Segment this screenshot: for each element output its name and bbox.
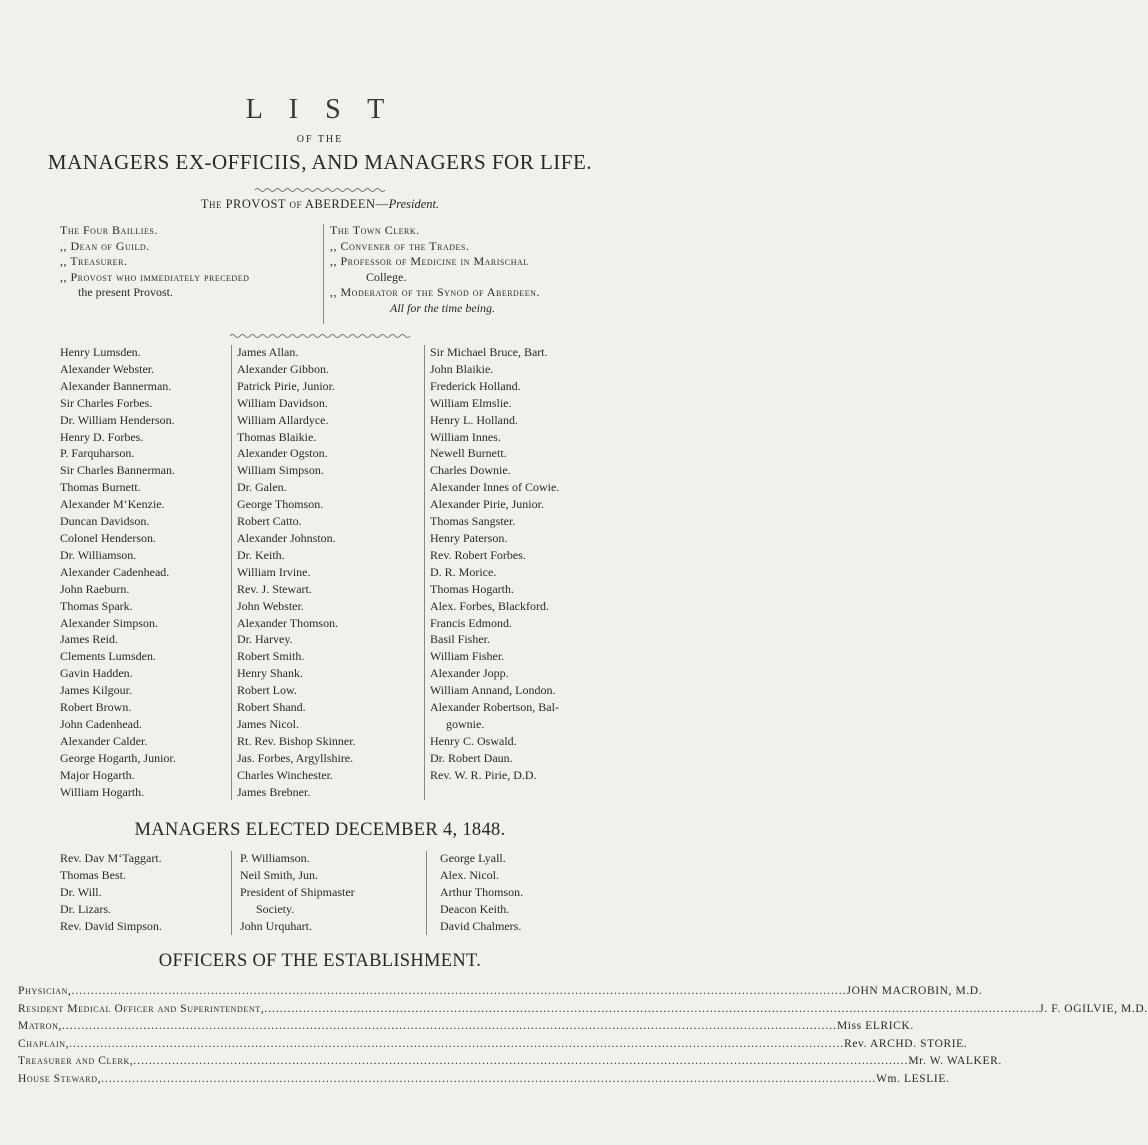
officer-row [18,1020,914,1037]
life-manager-name: Robert Smith. [237,649,305,664]
life-manager-name: Duncan Davidson. [60,514,150,529]
life-manager-name: William Fisher. [430,649,505,664]
ex-officiis-left-item: ,, Provost who immediately preceded [60,269,250,284]
life-manager-name: Dr. Harvey. [237,632,293,647]
elected-manager-name: Deacon Keith. [440,901,510,916]
life-manager-name: Alexander Bannerman. [60,378,172,393]
officer-role: House Steward, [18,1072,102,1085]
life-manager-name: James Allan. [237,345,299,359]
life-manager-name: Gavin Hadden. [60,666,133,681]
president-line [0,197,640,212]
life-manager-name: Alexander Webster. [60,361,155,376]
life-manager-name: Alexander Jopp. [430,666,509,681]
life-manager-name: Sir Charles Forbes. [60,395,153,410]
life-manager-name: Alexander Innes of Cowie. [430,480,560,495]
life-manager-name: Alexander Calder. [60,733,148,748]
officer-row [18,985,983,1002]
life-manager-name: Alexander Simpson. [60,615,158,630]
elected-manager-name: Dr. Will. [60,884,102,899]
life-manager-name: Alexander Ogston. [237,446,328,461]
life-manager-name: James Brebner. [237,784,311,799]
leader-dots: ........................................................................................................................................................................................................ [133,1055,909,1067]
president-suffix: President. [388,197,440,211]
leader-dots: ........................................................................................................................................................................................................ [69,1037,845,1050]
life-manager-name: William Innes. [430,429,501,444]
life-manager-name: Alexander Robertson, Bal- [430,700,559,715]
leader-dots: ........................................................................................................................................................................................................ [61,1020,837,1032]
elected-manager-name: President of Shipmaster [240,884,355,899]
life-manager-name: Patrick Pirie, Junior. [237,378,335,393]
life-manager-name: Charles Downie. [430,463,511,478]
life-manager-name: Colonel Henderson. [60,530,156,545]
life-manager-name: Robert Brown. [60,700,132,715]
ex-officiis-right-item: College. [366,269,407,284]
officer-row [18,1037,968,1055]
ex-officiis-right-item: ,, Moderator of the Synod of Aberdeen. [330,285,540,300]
elected-heading: MANAGERS ELECTED DECEMBER 4, 1848. [134,820,506,840]
officer-role: Physician, [18,985,72,997]
officer-name: Miss ELRICK. [836,1020,914,1032]
officer-role: Matron, [18,1020,62,1032]
life-manager-name: Dr. Williamson. [60,547,137,562]
elected-manager-name: Alex. Nicol. [440,867,499,882]
life-manager-name: Rt. Rev. Bishop Skinner. [237,733,356,748]
life-manager-name: Henry Shank. [237,666,303,681]
officers-heading: OFFICERS OF THE ESTABLISHMENT. [158,951,482,971]
life-manager-name: gownie. [446,716,485,731]
life-manager-name: Dr. Keith. [237,547,285,562]
life-manager-name: James Kilgour. [60,683,132,698]
life-manager-name: Sir Michael Bruce, Bart. [430,345,548,359]
life-manager-name: D. R. Morice. [430,564,497,579]
officer-name: JOHN MACROBIN, M.D. [846,985,983,997]
ex-officiis-left [60,223,315,301]
life-manager-name: Rev. W. R. Pirie, D.D. [430,767,537,782]
elected-manager-name: Rev. Dav M‘Taggart. [60,851,162,865]
life-manager-name: William Hogarth. [60,784,145,799]
elected-manager-name: Rev. David Simpson. [60,918,162,933]
life-managers-col1 [60,344,225,800]
elected-manager-name: Society. [256,901,295,916]
ex-officiis-left-item: ,, Dean of Guild. [60,238,150,253]
life-managers-col2 [237,344,417,800]
elected-col3 [440,850,630,935]
ex-officiis-left-item: The Four Baillies. [60,223,158,237]
life-manager-name: Henry Paterson. [430,530,508,545]
wavy-rule-top [255,187,385,193]
officer-role: Resident Medical Officer and Superintendent, [18,1002,265,1015]
life-manager-name: Alexander Cadenhead. [60,564,170,579]
life-manager-name: James Nicol. [237,716,299,731]
elected-col1 [60,850,225,935]
officer-name: Mr. W. WALKER. [908,1055,1002,1067]
officer-name: Wm. LESLIE. [876,1072,950,1085]
life-manager-name: William Davidson. [237,395,328,410]
life-manager-name: Robert Shand. [237,700,306,715]
life-manager-name: Alexander M‘Kenzie. [60,497,165,512]
life-manager-name: Rev. Robert Forbes. [430,547,526,562]
life-manager-name: Alexander Pirie, Junior. [430,497,544,512]
life-manager-name: William Allardyce. [237,412,329,427]
life-manager-name: Basil Fisher. [430,632,491,647]
leader-dots: ........................................................................................................................................................................................................ [264,1002,1040,1015]
ex-officiis-right-item: ,, Professor of Medicine in Marischal [330,254,529,269]
life-manager-name: George Thomson. [237,497,324,512]
life-manager-name: P. Farquharson. [60,446,135,461]
life-manager-name: Alex. Forbes, Blackford. [430,598,549,613]
elected-manager-name: David Chalmers. [440,918,522,933]
life-manager-name: Robert Low. [237,683,297,698]
column-divider [231,851,232,935]
life-manager-name: Major Hogarth. [60,767,135,782]
life-manager-name: Alexander Thomson. [237,615,339,630]
life-manager-name: Frederick Holland. [430,378,521,393]
life-manager-name: Henry L. Holland. [430,412,518,427]
leader-dots: ........................................................................................................................................................................................................ [71,985,847,997]
life-managers-col3 [430,344,635,784]
life-manager-name: George Hogarth, Junior. [60,750,176,765]
life-manager-name: William Irvine. [237,564,311,579]
life-manager-name: Henry Lumsden. [60,345,141,359]
life-manager-name: John Raeburn. [60,581,130,596]
life-manager-name: Dr. Robert Daun. [430,750,513,765]
column-divider [323,224,324,324]
officer-row [18,1002,1148,1020]
main-heading: MANAGERS EX-OFFICIIS, AND MANAGERS FOR LIFE. [47,150,593,174]
life-manager-name: John Cadenhead. [60,716,142,731]
officer-row [18,1055,1002,1072]
wavy-rule-middle [230,333,410,339]
officer-role: Treasurer and Clerk, [18,1055,134,1067]
elected-manager-name: P. Williamson. [240,851,310,865]
life-manager-name: Henry C. Oswald. [430,733,517,748]
page-title: L I S T [245,94,395,125]
life-manager-name: James Reid. [60,632,118,647]
life-manager-name: Dr. Galen. [237,480,287,495]
life-manager-name: Clements Lumsden. [60,649,156,664]
ex-officiis-left-item: the present Provost. [78,285,173,300]
page-subtitle: OF THE [296,134,344,145]
ex-officiis-right-item: The Town Clerk. [330,223,420,237]
life-manager-name: William Elmslie. [430,395,512,410]
life-manager-name: Francis Edmond. [430,615,512,630]
elected-manager-name: Neil Smith, Jun. [240,867,319,882]
column-divider [231,345,232,800]
ex-officiis-note: All for the time being. [390,300,495,315]
life-manager-name: Thomas Sangster. [430,514,516,529]
life-manager-name: Alexander Gibbon. [237,361,329,376]
life-manager-name: John Webster. [237,598,304,613]
ex-officiis-right [330,223,630,317]
life-manager-name: Dr. William Henderson. [60,412,175,427]
leader-dots: ........................................................................................................................................................................................................ [101,1072,877,1085]
column-divider [426,851,427,935]
elected-manager-name: Arthur Thomson. [440,884,524,899]
elected-manager-name: Dr. Lizars. [60,901,111,916]
life-manager-name: Rev. J. Stewart. [237,581,312,596]
life-manager-name: Henry D. Forbes. [60,429,144,444]
column-divider [424,345,425,800]
elected-manager-name: George Lyall. [440,851,506,865]
ex-officiis-right-item: ,, Convener of the Trades. [330,238,470,253]
ex-officiis-left-item: ,, Treasurer. [60,254,128,269]
life-manager-name: Sir Charles Bannerman. [60,463,175,478]
life-manager-name: Newell Burnett. [430,446,507,461]
life-manager-name: Thomas Blaikie. [237,429,317,444]
president-prefix: The PROVOST of ABERDEEN— [200,197,389,211]
elected-col2 [240,850,420,935]
life-manager-name: Thomas Burnett. [60,480,141,495]
life-manager-name: Thomas Spark. [60,598,133,613]
elected-manager-name: Thomas Best. [60,867,126,882]
life-manager-name: Jas. Forbes, Argyllshire. [237,750,354,765]
life-manager-name: Alexander Johnston. [237,530,336,545]
life-manager-name: John Blaikie. [430,361,494,376]
life-manager-name: William Annand, London. [430,683,556,698]
officer-name: Rev. ARCHD. STORIE. [844,1037,968,1050]
life-manager-name: Charles Winchester. [237,767,333,782]
officer-role: Chaplain, [18,1037,70,1050]
life-manager-name: Robert Catto. [237,514,302,529]
elected-manager-name: John Urquhart. [240,918,312,933]
life-manager-name: William Simpson. [237,463,324,478]
life-manager-name: Thomas Hogarth. [430,581,514,596]
officer-name: J. F. OGILVIE, M.D. [1039,1002,1148,1015]
officer-row [18,1072,950,1090]
